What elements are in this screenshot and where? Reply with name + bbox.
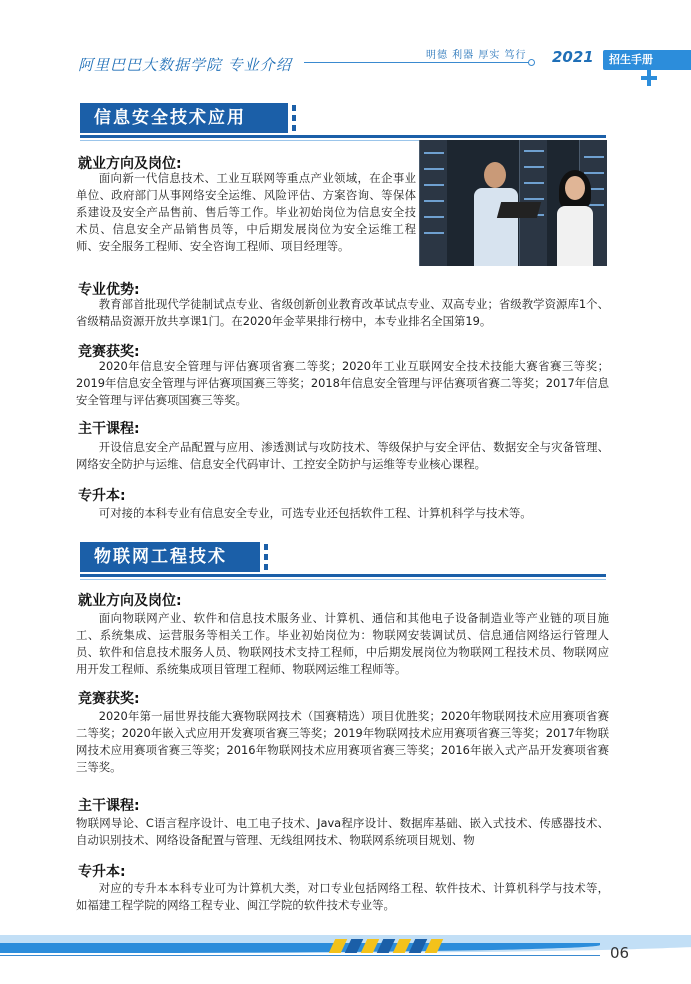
header-title: 阿里巴巴大数据学院 专业介绍 xyxy=(78,56,292,74)
heading-courses: 主干课程: xyxy=(78,421,140,437)
page-footer xyxy=(0,935,691,984)
text-awards: 2020年信息安全管理与评估赛项省赛二等奖；2020年工业互联网安全技术技能大赛省赛三等奖；2019年信息安全管理与评估赛项国赛三等奖；2018年信息安全管理与评估赛项省赛二等奖；2017年信息安全管理与评估赛项国赛三等奖。 xyxy=(76,359,609,407)
heading-employment: 就业方向及岗位: xyxy=(78,156,182,172)
header-dot-icon xyxy=(528,59,535,66)
text-courses: 开设信息安全产品配置与应用、渗透测试与攻防技术、等级保护与安全评估、数据安全与灾备管理、网络安全防护与运维、信息安全代码审计、工控安全防护与运维等专业核心课程。 xyxy=(76,440,609,471)
text-upgrade: 可对接的本科专业有信息安全专业，可选专业还包括软件工程、计算机科学与技术等。 xyxy=(98,506,532,520)
banner-dots-icon xyxy=(286,103,296,133)
text-upgrade: 对应的专升本本科专业可为计算机大类，对口专业包括网络工程、软件技术、计算机科学与技术等，如福建工程学院的网络工程专业、闽江学院的软件技术专业等。 xyxy=(76,881,609,912)
heading-awards: 竞赛获奖: xyxy=(78,344,140,360)
text-employment: 面向新一代信息技术、工业互联网等重点产业领域，在企事业单位、政府部门从事网络安全运维、风险评估、方案咨询、等保体系建设及安全产品售前、售后等工作。毕业初始岗位为信息安全技术员、信息安全产品销售员等，中后期发展岗位为安全运维工程师、安全服务工程师、安全咨询工程师、项目经理等。 xyxy=(76,171,416,253)
section-title: 物联网工程技术 xyxy=(80,542,260,572)
section-rule xyxy=(80,574,606,577)
plus-icon xyxy=(641,70,657,86)
banner-dots-icon xyxy=(258,542,268,572)
footer-rule xyxy=(0,955,600,956)
text-advantages: 教育部首批现代学徒制试点专业、省级创新创业教育改革试点专业、双高专业；省级教学资源库1个、省级精品资源开放共享课1门。在2020年金苹果排行榜中，本专业排名全国第19。 xyxy=(76,297,609,328)
header-book-label: 招生手册 xyxy=(603,50,691,70)
footer-stripes xyxy=(332,939,452,953)
text-employment: 面向物联网产业、软件和信息技术服务业、计算机、通信和其他电子设备制造业等产业链的项目施工、系统集成、运营服务等相关工作。毕业初始岗位为：物联网安装调试员、信息通信网络运行管理人员、软件和信息技术服务人员、物联网技术支持工程师，中后期发展岗位为物联网工程技术员、物联网应用开发工程师、系统集成项目管理工程师、物联网运维工程师等。 xyxy=(76,611,609,676)
heading-upgrade: 专升本: xyxy=(78,488,126,504)
photo-server-room xyxy=(419,140,607,266)
heading-awards: 竞赛获奖: xyxy=(78,691,140,707)
heading-upgrade: 专升本: xyxy=(78,864,126,880)
text-awards: 2020年第一届世界技能大赛物联网技术（国赛精选）项目优胜奖；2020年物联网技术应用赛项省赛二等奖；2020年嵌入式应用开发赛项省赛三等奖；2019年物联网技术应用赛项省赛三等奖；2017年物联网技术应用赛项省赛三等奖；2016年物联网技术应用赛项省赛三等奖；2016年嵌入式产品开发赛项省赛三等奖。 xyxy=(76,709,609,774)
header-brand xyxy=(552,46,691,70)
heading-advantages: 专业优势: xyxy=(78,282,140,298)
header-motto: 明德 利器 厚实 笃行 xyxy=(426,50,527,61)
section-rule xyxy=(80,135,606,138)
heading-courses: 主干课程: xyxy=(78,798,140,814)
page-number: 06 xyxy=(610,944,630,962)
header-divider xyxy=(304,62,529,63)
section-rule-thin xyxy=(80,579,606,580)
page-header xyxy=(0,0,691,80)
header-year: 2021 xyxy=(552,48,594,66)
heading-employment: 就业方向及岗位: xyxy=(78,593,182,609)
section-title: 信息安全技术应用 xyxy=(80,103,288,133)
text-courses: 物联网导论、C语言程序设计、电工电子技术、Java程序设计、数据库基础、嵌入式技术、传感器技术、自动识别技术、网络设备配置与管理、无线组网技术、物联网系统项目规划、物 xyxy=(76,816,609,847)
